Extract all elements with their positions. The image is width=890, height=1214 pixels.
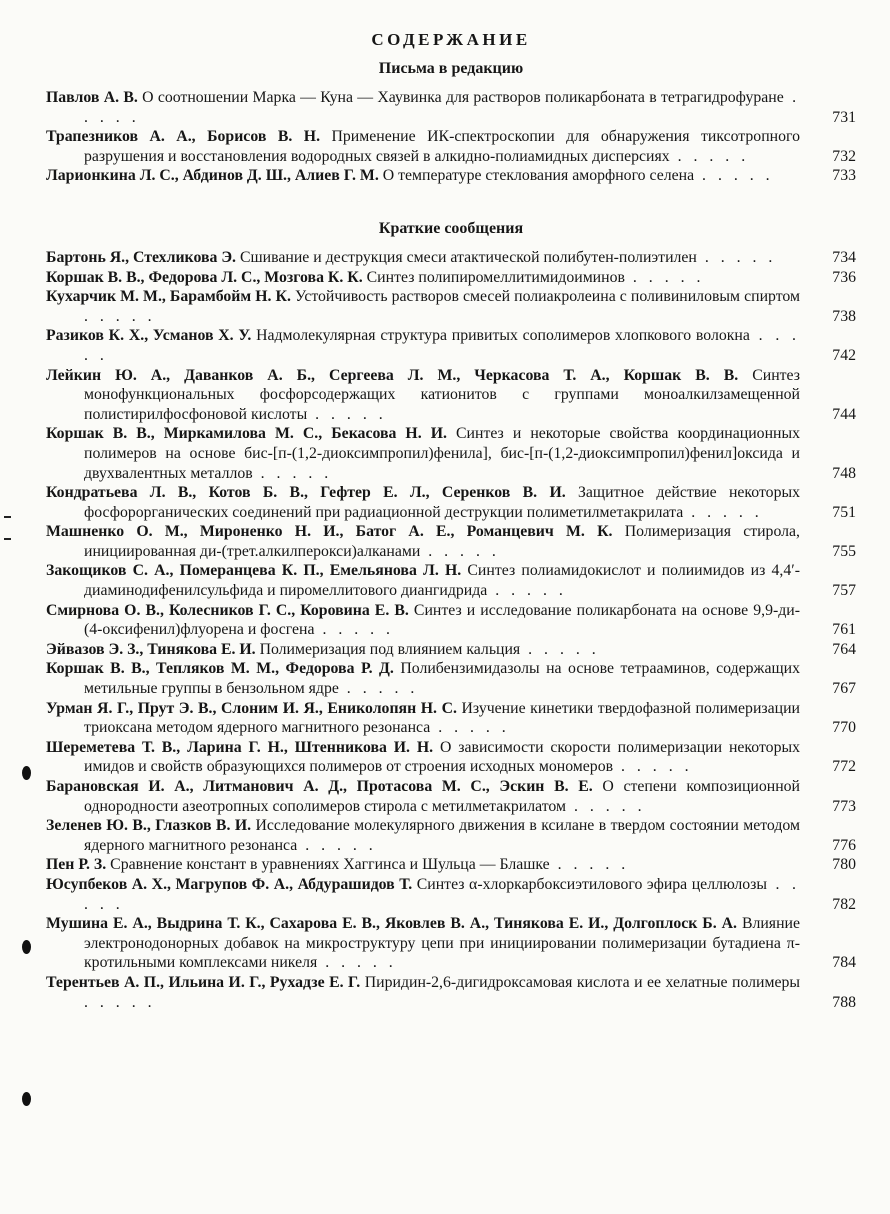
dot-leader: . . . . . (84, 89, 801, 126)
dot-leader: . . . . . (613, 758, 693, 776)
dot-leader: . . . . . (624, 268, 705, 286)
entry-title: Синтез и исследование поликарбоната на основе 9,9-ди-(4-оксифенил)флуорена и фосгена (84, 601, 800, 639)
page-number: 782 (832, 895, 856, 913)
entry-title: О соотношении Марка — Куна — Хаувинка для растворов поликарбоната в тетрагидрофуране (142, 89, 784, 106)
entry-authors: Смирнова О. В., Колесников Г. С., Коровина Е. В. (46, 601, 409, 619)
page-number: 738 (832, 307, 856, 325)
entry-authors: Разиков К. Х., Усманов Х. У. (46, 327, 252, 345)
entry-title: Синтез монофункциональных фосфорсодержащих катионитов с группами моноалкилзамещенной полистирилфосфоновой кислоты (84, 366, 800, 423)
entry-authors: Коршак В. В., Миркамилова М. С., Бекасова Н. И. (46, 425, 447, 443)
page-number: 734 (832, 248, 856, 266)
dot-leader: . . . . . (669, 147, 750, 165)
toc-entry (46, 738, 856, 777)
entry-title: Изучение кинетики твердофазной полимеризации триоксана методом ядерного магнитного резонанса (84, 699, 801, 737)
page-number: 764 (832, 640, 856, 658)
toc-entry (46, 248, 856, 268)
entry-title: Полимеризация под влиянием кальция (259, 640, 521, 658)
page-title: СОДЕРЖАНИЕ (371, 30, 531, 49)
dot-leader: . . . . . (487, 582, 567, 600)
entry-authors: Шереметева Т. В., Ларина Г. Н., Штенникова И. Н. (46, 738, 434, 756)
entry-title: Надмолекулярная структура привитых сополимеров хлопкового волокна (256, 327, 750, 345)
dot-leader: . . . . . (84, 993, 156, 1011)
margin-dot (22, 1092, 31, 1106)
page-number: 736 (832, 268, 856, 286)
section-heading: Письма в редакцию (378, 60, 524, 77)
section-list (46, 88, 856, 186)
entry-authors: Закощиков С. А., Померанцева К. П., Емельянова Л. Н. (46, 562, 462, 580)
dot-leader: . . . . . (84, 307, 156, 325)
page-number: 773 (832, 797, 856, 815)
page-number: 744 (832, 405, 856, 423)
entry-title: Полибензимидазолы на основе тетрааминов, содержащих метильные группы в бензольном ядре (84, 660, 800, 698)
entry-authors: Эйвазов Э. З., Тинякова Е. И. (46, 640, 256, 658)
toc-entry (46, 88, 856, 127)
toc-entry (46, 166, 856, 186)
entry-authors: Терентьев А. П., Ильина И. Г., Рухадзе Е. Г. (46, 973, 361, 991)
entry-authors: Кухарчик М. М., Барамбойм Н. К. (46, 288, 291, 306)
entry-title: Пиридин-2,6-дигидроксамовая кислота и ее хелатные полимеры (364, 973, 801, 991)
page-number: 731 (832, 108, 856, 126)
page-number: 761 (832, 621, 856, 639)
toc-entry (46, 366, 856, 425)
dot-leader: . . . . . (420, 542, 500, 560)
toc-entry (46, 699, 856, 738)
toc-entry (46, 875, 856, 914)
dot-leader: . . . . . (520, 640, 600, 658)
page-number: 755 (832, 542, 856, 560)
entry-title: Устойчивость растворов смесей полиакролеина с поливиниловым спиртом (295, 288, 801, 306)
toc-entry (46, 777, 856, 816)
toc-entry (46, 483, 856, 522)
toc-entry (46, 914, 856, 973)
page-number: 772 (832, 758, 856, 776)
dot-leader: . . . . . (696, 248, 777, 266)
page-number: 733 (832, 167, 856, 185)
page-number: 767 (832, 680, 856, 698)
entry-authors: Лейкин Ю. А., Даванков А. Б., Сергеева Л. М., Черкасова Т. А., Коршак В. В. (46, 366, 739, 384)
entry-authors: Ларионкина Л. С., Абдинов Д. Ш., Алиев Г. М. (46, 167, 379, 185)
entry-authors: Зеленев Ю. В., Глазков В. И. (46, 817, 252, 835)
entry-title: Исследование молекулярного движения в ксилане в твердом состоянии методом ядерного магнитного резонанса (84, 817, 800, 854)
entry-authors: Кондратьева Л. В., Котов Б. В., Гефтер Е. Л., Серенков В. И. (46, 484, 566, 502)
entry-authors: Мушина Е. А., Выдрина Т. К., Сахарова Е. В., Яковлев В. А., Тинякова Е. И., Долгоплоск Б. А. (46, 915, 737, 933)
entry-authors: Трапезников А. А., Борисов В. Н. (46, 128, 321, 146)
dot-leader: . . . . . (297, 836, 377, 854)
dot-leader: . . . . . (84, 327, 800, 364)
dot-leader: . . . . . (317, 954, 397, 972)
entry-authors: Барановская И. А., Литманович А. Д., Протасова М. С., Эскин В. Е. (46, 778, 593, 795)
dot-leader: . . . . . (252, 464, 333, 482)
dot-leader: . . . . . (549, 856, 630, 874)
dot-leader: . . . . . (307, 405, 387, 423)
dot-leader: . . . . . (338, 680, 419, 698)
toc-entry (46, 659, 856, 698)
page-number: 784 (832, 954, 856, 972)
page-number: 780 (832, 856, 856, 874)
toc-entry (46, 561, 856, 600)
dot-leader: . . . . . (694, 167, 774, 185)
entry-title: О степени композиционной однородности азеотропных сополимеров стирола с метилметакрилатом (84, 778, 801, 815)
dot-leader: . . . . . (430, 719, 510, 737)
toc-entry (46, 601, 856, 640)
page-number: 770 (832, 719, 856, 737)
toc-entry (46, 424, 856, 483)
entry-authors: Пен Р. З. (46, 856, 107, 874)
margin-tick (4, 538, 11, 540)
toc-entry (46, 287, 856, 326)
dot-leader: . . . . . (84, 875, 800, 913)
entry-authors: Урман Я. Г., Прут Э. В., Слоним И. Я., Ениколопян Н. С. (46, 699, 457, 717)
toc-entry (46, 326, 856, 365)
entry-title: О температуре стеклования аморфного селена (382, 167, 695, 185)
entry-authors: Коршак В. В., Федорова Л. С., Мозгова К. К. (46, 268, 363, 286)
entry-title: Синтез полиамидокислот и полиимидов из 4,4′-диаминодифенилсульфида и пиромеллитового диангидрида (84, 562, 801, 600)
entry-title: Синтез полипиромеллитимидоиминов (366, 268, 625, 286)
page-number: 742 (832, 346, 856, 364)
section-list (46, 248, 856, 1012)
dot-leader: . . . . . (314, 621, 395, 639)
entry-title: Сравнение констант в уравнениях Хаггинса и Шульца — Блашке (110, 856, 550, 874)
entry-title: О зависимости скорости полимеризации некоторых имидов и свойств образующихся полимеров от строения исходных мономеров (84, 738, 800, 776)
page-number: 732 (832, 147, 856, 165)
toc-entry (46, 127, 856, 166)
entry-authors: Коршак В. В., Тепляков М. М., Федорова Р. Д. (46, 660, 394, 678)
page-number: 788 (832, 993, 856, 1011)
entry-authors: Машненко О. М., Мироненко Н. И., Батог А. Е., Романцевич М. К. (46, 523, 613, 541)
entry-title: Синтез α-хлоркарбоксиэтилового эфира целлюлозы (416, 875, 767, 893)
page-number: 757 (832, 582, 856, 600)
entry-title: Влияние электронодонорных добавок на микроструктуру цепи при инициировании полимеризации бутадиена π-кротильными комплексами никеля (84, 915, 800, 972)
toc-page (46, 30, 856, 1012)
toc-entry (46, 522, 856, 561)
entry-title: Применение ИК-спектроскопии для обнаружения тиксотропного разрушения и восстановления водородных связей в алкидно-полиамидных дисперсиях (84, 128, 800, 165)
page-number: 751 (832, 503, 856, 521)
entry-title: Сшивание и деструкция смеси атактической полибутен-полиэтилен (239, 248, 697, 266)
entry-authors: Юсупбеков А. Х., Магрупов Ф. А., Абдурашидов Т. (46, 875, 413, 893)
dot-leader: . . . . . (683, 503, 763, 521)
toc-entry (46, 973, 856, 1012)
toc-entry (46, 640, 856, 660)
page-number: 748 (832, 464, 856, 482)
margin-dot (22, 766, 31, 780)
entry-authors: Бартонь Я., Стехликова Э. (46, 248, 236, 266)
page-number: 776 (832, 836, 856, 854)
entry-title: Синтез и некоторые свойства координационных полимеров на основе бис-[п-(1,2-диоксимпропил)фенила], бис-[п-(1,2-диоксимпропил)фенил]оксида и двухвалентных металлов (84, 425, 800, 482)
toc-entry (46, 855, 856, 875)
dot-leader: . . . . . (566, 797, 646, 815)
margin-tick (4, 516, 11, 518)
toc-entry (46, 816, 856, 855)
section-heading: Краткие сообщения (378, 219, 524, 237)
entry-title: Полимеризация стирола, инициированная ди-(трет.алкилперокси)алканами (84, 523, 800, 560)
entry-title: Защитное действие некоторых фосфорорганических соединений при радиационной деструкции полиметилметакрилата (84, 484, 800, 521)
toc-entry (46, 268, 856, 288)
entry-authors: Павлов А. В. (46, 89, 138, 106)
margin-dot (22, 940, 31, 954)
